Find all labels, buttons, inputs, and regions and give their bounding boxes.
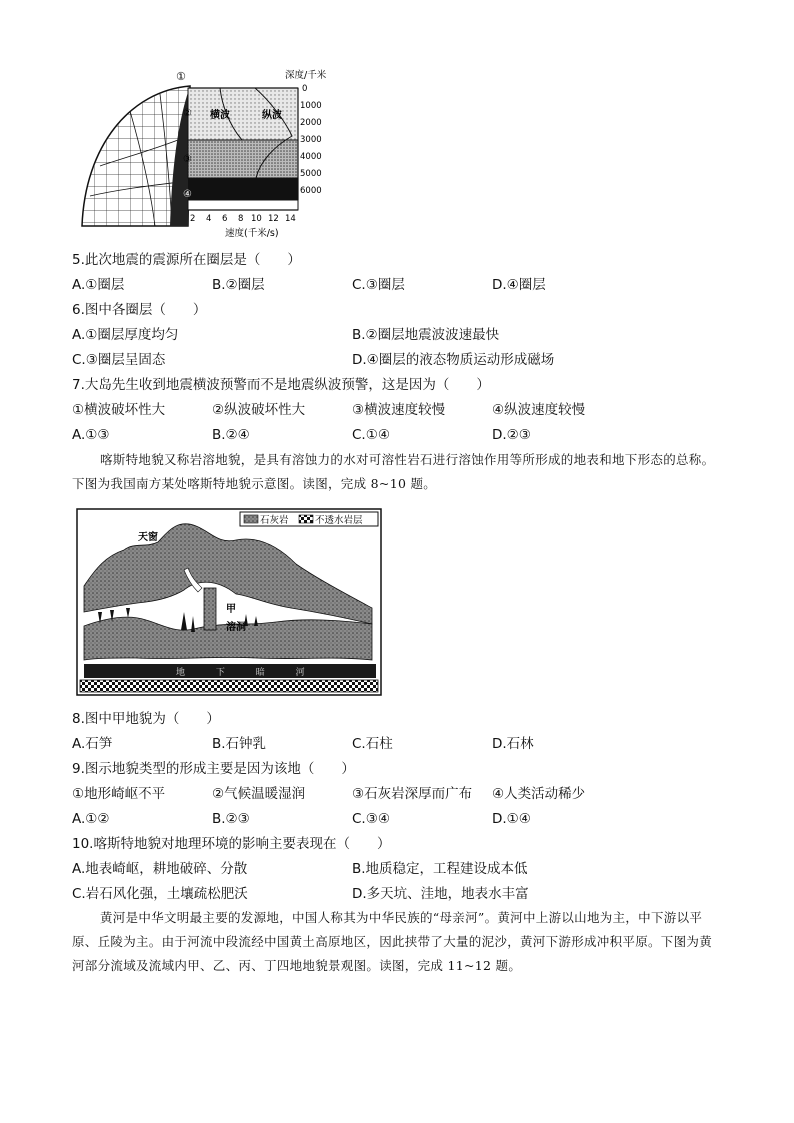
label-skylight: 天窗 [138, 532, 158, 543]
q10-option-d: D.多天坑、洼地，地表水丰富 [352, 886, 529, 902]
label-jia: 甲 [226, 604, 236, 615]
q8-stem: 8.图中甲地貌为（ ） [72, 711, 220, 727]
speed-tick: 6 [222, 214, 228, 224]
wave-p-label: 纵波 [262, 110, 282, 121]
wave-s-label: 横波 [210, 110, 230, 121]
yellow-river-passage: 黄河是中华文明最主要的发源地，中国人称其为中华民族的“母亲河”。黄河中上游以山地为主，中下游以平原、丘陵为主。由于河流中段流经中国黄土高原地区，因此挟带了大量的泥沙，黄河下游形成冲积平原。下图为黄河部分流域及流域内甲、乙、丙、丁四地地貌景观图。读图，完成 11~12 题。 [72, 910, 713, 973]
earth-structure-figure [70, 66, 327, 244]
q9-item-4: ④人类活动稀少 [492, 786, 586, 802]
q6-option-d: D.④圈层的液态物质运动形成磁场 [352, 352, 555, 368]
q9-option-c: C.③④ [352, 811, 390, 827]
speed-tick: 4 [206, 214, 212, 224]
q9-option-b: B.②③ [212, 811, 250, 827]
marker-3: ③ [183, 154, 192, 165]
q10-stem: 10.喀斯特地貌对地理环境的影响主要表现在（ ） [72, 836, 391, 852]
q9-stem: 9.图示地貌类型的形成主要是因为该地（ ） [72, 761, 355, 777]
depth-axis-label: 深度/千米 [285, 70, 327, 81]
q9-item-1: ①地形崎岖不平 [72, 786, 166, 802]
q7-stem: 7.大岛先生收到地震横波预警而不是地震纵波预警，这是因为（ ） [72, 377, 490, 393]
q6-option-c: C.③圈层呈固态 [72, 352, 166, 368]
q7-option-d: D.②③ [492, 427, 531, 443]
label-river: 地 下 暗 河 [176, 668, 319, 678]
q7-item-1: ①横波破坏性大 [72, 402, 166, 418]
q5-option-b: B.②圈层 [212, 277, 265, 293]
q7-item-3: ③横波速度较慢 [352, 402, 446, 418]
label-cave: 溶洞 [226, 622, 246, 633]
karst-diagram [76, 508, 382, 696]
q9-option-d: D.①④ [492, 811, 531, 827]
speed-tick: 8 [238, 214, 244, 224]
speed-tick: 14 [285, 214, 296, 224]
speed-axis-label: 速度(千米/s) [225, 228, 279, 239]
depth-tick: 4000 [300, 152, 322, 162]
depth-tick: 5000 [300, 169, 322, 179]
depth-tick: 0 [302, 84, 308, 94]
marker-2: ② [183, 108, 192, 119]
q7-option-c: C.①④ [352, 427, 390, 443]
q7-option-b: B.②④ [212, 427, 250, 443]
depth-tick: 3000 [300, 135, 322, 145]
q10-option-a: A.地表崎岖，耕地破碎、分散 [72, 861, 248, 877]
q6-option-b: B.②圈层地震波波速最快 [352, 327, 500, 343]
q8-option-b: B.石钟乳 [212, 736, 267, 752]
speed-tick: 2 [190, 214, 196, 224]
q6-option-a: A.①圈层厚度均匀 [72, 327, 179, 343]
speed-tick: 10 [251, 214, 262, 224]
q10-option-b: B.地质稳定，工程建设成本低 [352, 861, 528, 877]
q5-option-c: C.③圈层 [352, 277, 405, 293]
karst-passage: 喀斯特地貌又称岩溶地貌，是具有溶蚀力的水对可溶性岩石进行溶蚀作用等所形成的地表和地下形态的总称。下图为我国南方某处喀斯特地貌示意图。读图，完成 8~10 题。 [72, 452, 715, 491]
legend-limestone: 石灰岩 [260, 515, 289, 526]
q5-option-d: D.④圈层 [492, 277, 546, 293]
q9-option-a: A.①② [72, 811, 110, 827]
q5-option-a: A.①圈层 [72, 277, 125, 293]
depth-tick: 2000 [300, 118, 322, 128]
depth-tick: 6000 [300, 186, 322, 196]
q5-stem: 5.此次地震的震源所在圈层是（ ） [72, 252, 301, 268]
q6-stem: 6.图中各圈层（ ） [72, 302, 207, 318]
marker-1: ① [176, 70, 186, 83]
legend-impermeable: 不透水岩层 [315, 515, 363, 526]
q8-option-c: C.石柱 [352, 736, 393, 752]
q9-item-2: ②气候温暖湿润 [212, 786, 306, 802]
speed-tick: 12 [268, 214, 279, 224]
q7-option-a: A.①③ [72, 427, 110, 443]
q10-option-c: C.岩石风化强，土壤疏松肥沃 [72, 886, 248, 902]
q9-item-3: ③石灰岩深厚而广布 [352, 786, 473, 802]
q8-option-a: A.石笋 [72, 736, 113, 752]
q7-item-2: ②纵波破坏性大 [212, 402, 306, 418]
q7-item-4: ④纵波速度较慢 [492, 402, 586, 418]
marker-4: ④ [183, 189, 192, 200]
depth-tick: 1000 [300, 101, 322, 111]
q8-option-d: D.石林 [492, 736, 534, 752]
